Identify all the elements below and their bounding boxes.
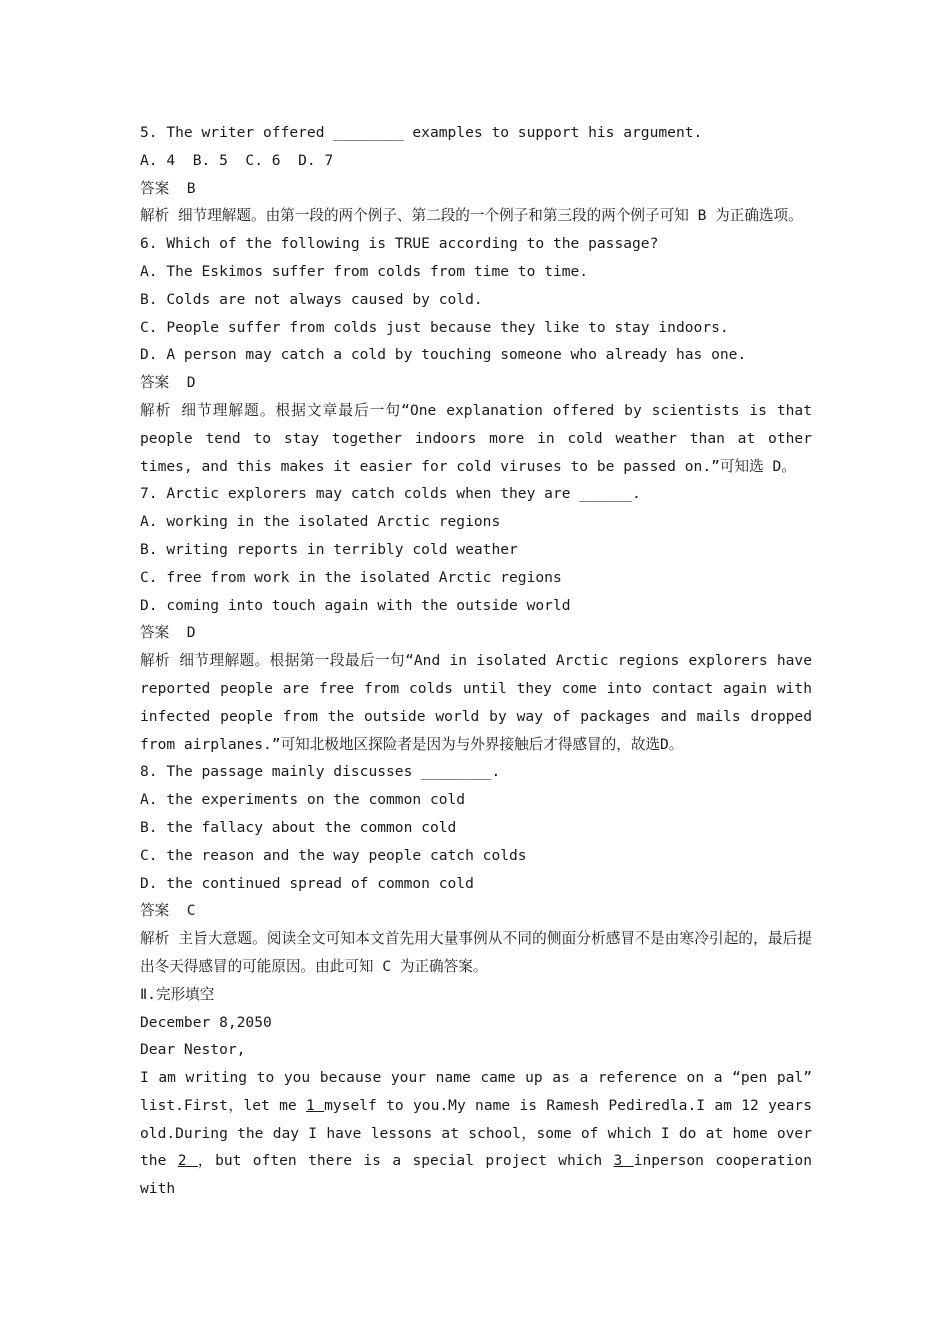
letter-salutation: Dear Nestor, (140, 1041, 246, 1059)
analysis-8: 解析 主旨大意题。阅读全文可知本文首先用大量事例从不同的侧面分析感冒不是由寒冷引起的，最后提出冬天得感冒的可能原因。由此可知 C 为正确答案。 (140, 930, 812, 975)
option: D. the continued spread of common cold (140, 874, 474, 892)
document-page (140, 119, 812, 1203)
analysis-7: 解析 细节理解题。根据第一段最后一句“And in isolated Arctic regions explorers have reported people are free from colds until they come into contact again with infected people from the outside world by way of packages and mails dropped from airplanes.”可知北极地区探险者是因为与外界接触后才得感冒的，故选D。 (140, 652, 812, 753)
question-5-options: A. 4 B. 5 C. 6 D. 7 (140, 151, 334, 169)
question-5: 5. The writer offered ________ examples to support his argument. (140, 124, 703, 141)
blank-1: 1 (306, 1096, 325, 1114)
option: A. the experiments on the common cold (140, 791, 466, 809)
option: C. People suffer from colds just because they like to stay indoors. (140, 318, 729, 336)
answer-5: 答案 B (140, 179, 196, 197)
analysis-5: 解析 细节理解题。由第一段的两个例子、第二段的一个例子和第三段的两个例子可知 B 为正确选项。 (140, 207, 803, 225)
option: C. free from work in the isolated Arctic regions (140, 568, 562, 586)
option: A. The Eskimos suffer from colds from time to time. (140, 262, 589, 280)
option: B. writing reports in terribly cold weather (140, 540, 518, 558)
answer-8: 答案 C (140, 902, 196, 920)
option: C. the reason and the way people catch colds (140, 846, 527, 864)
option: D. coming into touch again with the outside world (140, 596, 571, 614)
option: B. Colds are not always caused by cold. (140, 290, 483, 308)
question-7: 7. Arctic explorers may catch colds when they are ______. (140, 485, 641, 503)
letter-paragraph: I am writing to you because your name came up as a reference on a “pen pal” list.First，let me 1 myself to you.My name is Ramesh Pediredla.I am 12 years old.During the day I have lessons at school，some of which I do at home over the 2 ，but often there is a special project which 3 inperson cooperation with (140, 1069, 812, 1198)
blank-3: 3 (613, 1152, 634, 1170)
section-title: Ⅱ.完形填空 (140, 985, 215, 1003)
answer-6: 答案 D (140, 374, 196, 392)
blank-2: 2 (177, 1152, 198, 1170)
question-6: 6. Which of the following is TRUE according to the passage? (140, 235, 659, 253)
option: D. A person may catch a cold by touching someone who already has one. (140, 346, 747, 364)
question-8: 8. The passage mainly discusses ________. (140, 763, 501, 781)
letter-date: December 8,2050 (140, 1013, 272, 1031)
option: A. working in the isolated Arctic regions (140, 513, 501, 531)
option: B. the fallacy about the common cold (140, 818, 457, 836)
analysis-6: 解析 细节理解题。根据文章最后一句“One explanation offered by scientists is that people tend to stay together indoors more in cold weather than at other times, and this makes it easier for cold viruses to be passed on.”可知选 D。 (140, 401, 812, 475)
answer-7: 答案 D (140, 624, 196, 642)
